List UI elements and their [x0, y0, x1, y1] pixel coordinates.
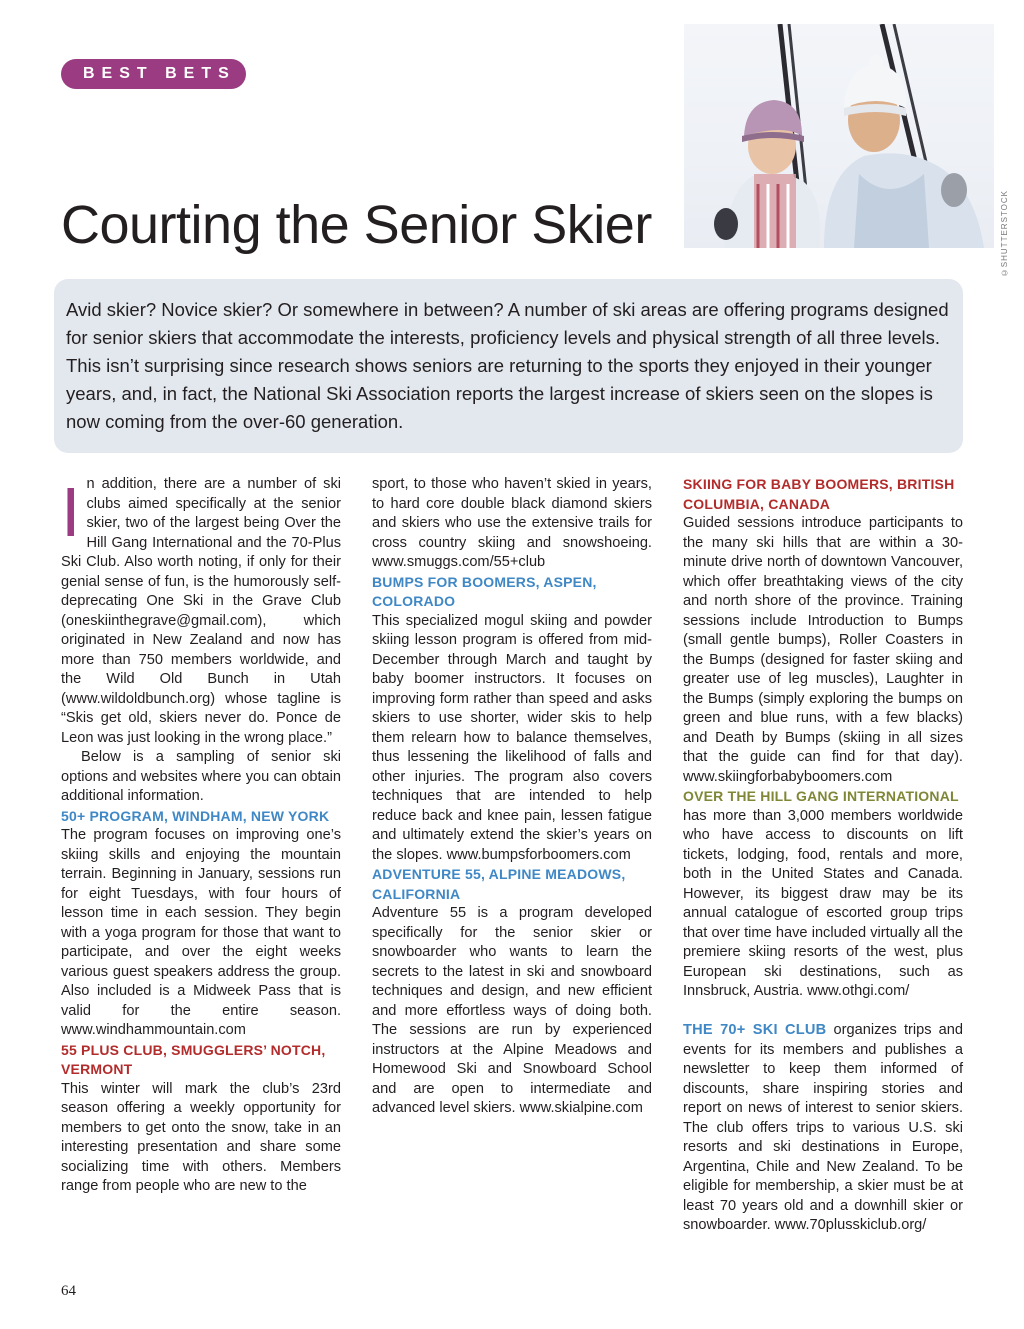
section-text: has more than 3,000 members worldwide who have access to discounts on lift tickets, lodging, food, rentals and more, both in the United States and Canada. However, its biggest draw may be its annual catalogue of escorted group trips that over time have included virtually all the premiere skiing resorts of the west, plus European ski destinations, such as Innsbruck, Austria. www.othgi.com/ — [683, 807, 963, 999]
section-text: This specialized mogul skiing and powder skiing lesson program is offered from mid-December through March and taught by baby boomer instructors. It focuses on improving form rather than speed and asks skiers to use shorter, wider skis to help them relearn how to balance themselves, thus lessening the likelihood of falls and other injuries. The program also covers techniques that are intended to help reduce back and knee pain, lessen fatigue and ultimately extend the skier’s years on the slopes. www.bumpsforboomers.com — [372, 612, 652, 863]
section-heading: OVER THE HILL GANG INTERNATIONAL — [683, 788, 959, 804]
section-paragraph — [683, 1021, 963, 1236]
section-text: This winter will mark the club’s 23rd season offering a weekly opportunity for members to get onto the snow, take in an interesting presentation and share some socializing time with others. Members range from people who are new to the — [61, 1080, 341, 1194]
section-heading: SKIING FOR BABY BOOMERS, BRITISH COLUMBIA, CANADA — [683, 476, 955, 512]
section-text: Guided sessions introduce participants to the many ski hills that are within a 30-minute drive north of downtown Vancouver, which offer breathtaking views of the city and north shore of the province. Training sessions include Introduction to Bumps (small gentle bumps), Roller Coasters in the Bumps (designed for faster skiing and greater use of leg muscles), Laughter in the Bumps (simply exploring the bumps on green and blue runs, with a few blacks) and Death by Bumps (skiing in all sizes that the guide can find for that day). www.skiingforbabyboomers.com — [683, 515, 963, 785]
section-text: The program focuses on improving one’s skiing skills and enjoying the mountain terrain. Beginning in January, sessions run for eight Tuesdays, with four hours of lesson time in each session. They begin with a yoga program for those that want to participate, and over the eight weeks various guest speakers address the group. Also included is a Midweek Pass that is valid for the entire season. www.windhammountain.com — [61, 827, 341, 1038]
column-2 — [372, 475, 652, 1119]
senior-skiers-photo — [684, 24, 994, 248]
section-text-continued: sport, to those who haven’t skied in years, to hard core double black diamond skiers and skiers who use the extensive trails for cross country skiing and snowshoeing. www.smuggs.com/55+club — [372, 476, 652, 570]
lead-paragraph-2: Below is a sampling of senior ski options and websites where you can obtain additional information. — [61, 749, 341, 804]
section-heading: 50+ PROGRAM, WINDHAM, NEW YORK — [61, 807, 330, 824]
section-text: Adventure 55 is a program developed specifically for the senior skier or snowboarder who wants to learn the secrets to the latest in ski and snowboard techniques and design, and new efficient and more effortless ways of doing both. The sessions are run by experienced instructors at the Alpine Meadows and Homewood Ski and Snowboard School and are open to intermediate and advanced level skiers. www.skialpine.com — [372, 905, 652, 1116]
page-number: 64 — [61, 1283, 76, 1299]
intro-box: Avid skier? Novice skier? Or somewhere in between? A number of ski areas are offering programs designed for senior skiers that accommodate the interests, proficiency levels and physical strength of all three levels. This isn’t surprising since research shows seniors are returning to the sports they enjoyed in their younger years, and, in fact, the National Ski Association reports the largest increase of skiers seen on the slopes is now coming from the over-60 generation. — [54, 279, 963, 453]
column-1 — [61, 475, 341, 1197]
lead-text: n addition, there are a number of ski clubs aimed specifically at the senior skier, two of the largest being Over the Hill Gang International and the 70-Plus Ski Club. Also worth noting, if only for their genial sense of fun, is the humorously self-deprecating One Ski in the Grave Club (oneskiinthegrave@gmail.com), which originated in New Zealand and now has more than 750 members worldwide, and the Wild Old Bunch in Utah (www.wildoldbunch.org) whose tagline is “Skis get old, skiers never do. Ponce de Leon was just looking in the wrong place.” — [61, 476, 341, 746]
column-3 — [683, 475, 963, 1236]
section-heading: 55 PLUS CLUB, SMUGGLERS’ NOTCH, VERMONT — [61, 1041, 326, 1077]
photo-credit: ©SHUTTERSTOCK — [1000, 190, 1009, 278]
section-heading: BUMPS FOR BOOMERS, ASPEN, COLORADO — [372, 573, 597, 609]
section-heading: ADVENTURE 55, ALPINE MEADOWS, CALIFORNIA — [372, 866, 626, 902]
page-title: Courting the Senior Skier — [61, 195, 652, 255]
lead-paragraph — [61, 475, 341, 748]
section-tag: BEST BETS — [61, 59, 246, 89]
section-text: organizes trips and events for its members and publishes a newsletter to keep them informed of discounts, share inspiring stories and report on news of interest to senior skiers. The club offers trips to various U.S. ski resorts and ski destinations in Europe, Argentina, Chile and New Zealand. To be eligible for membership, a skier must be at least 70 years old and a downhill skier or snowboarder. www.70plusskiclub.org/ — [683, 1022, 963, 1233]
drop-cap: I — [61, 473, 81, 551]
section-heading-inline: THE 70+ SKI CLUB — [683, 1022, 827, 1038]
